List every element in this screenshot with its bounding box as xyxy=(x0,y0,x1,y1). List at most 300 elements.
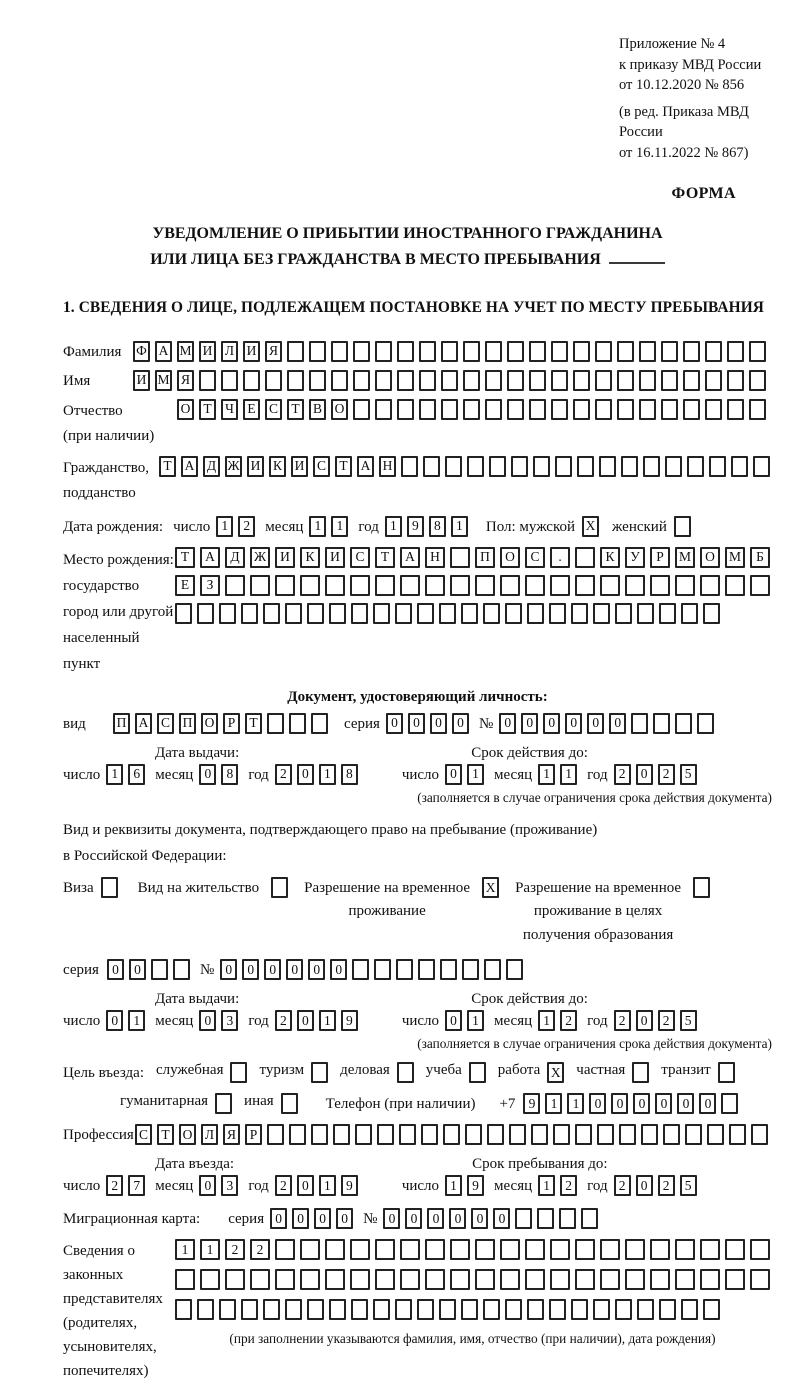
char-box[interactable] xyxy=(225,1269,245,1290)
char-box[interactable] xyxy=(311,1124,328,1145)
char-box[interactable]: Ф xyxy=(133,341,150,362)
char-box[interactable]: П xyxy=(113,713,130,734)
char-box[interactable] xyxy=(331,370,348,391)
char-box[interactable]: 1 xyxy=(331,516,348,537)
char-box[interactable] xyxy=(683,370,700,391)
char-box[interactable]: Р xyxy=(245,1124,262,1145)
char-box[interactable]: 2 xyxy=(275,1010,292,1031)
char-box[interactable]: 0 xyxy=(699,1093,716,1114)
char-box[interactable]: 1 xyxy=(560,764,577,785)
char-box[interactable] xyxy=(573,370,590,391)
char-box[interactable]: Т xyxy=(335,456,352,477)
char-box[interactable] xyxy=(617,399,634,420)
char-box[interactable]: 3 xyxy=(221,1010,238,1031)
char-box[interactable] xyxy=(267,1124,284,1145)
char-box[interactable]: 2 xyxy=(614,1175,631,1196)
char-box[interactable] xyxy=(703,1299,720,1320)
char-box[interactable]: 0 xyxy=(297,1010,314,1031)
char-box[interactable] xyxy=(353,399,370,420)
char-box[interactable] xyxy=(309,341,326,362)
char-box[interactable] xyxy=(595,399,612,420)
char-box[interactable] xyxy=(549,603,566,624)
char-box[interactable]: 2 xyxy=(658,1010,675,1031)
char-box[interactable]: О xyxy=(177,399,194,420)
char-box[interactable] xyxy=(551,399,568,420)
char-box[interactable] xyxy=(506,959,523,980)
char-box[interactable]: А xyxy=(181,456,198,477)
char-box[interactable]: 0 xyxy=(677,1093,694,1114)
char-box[interactable] xyxy=(725,575,745,596)
char-box[interactable]: С xyxy=(525,547,545,568)
char-box[interactable] xyxy=(705,399,722,420)
char-box[interactable] xyxy=(575,1124,592,1145)
char-box[interactable] xyxy=(423,456,440,477)
char-box[interactable]: Д xyxy=(225,547,245,568)
char-box[interactable] xyxy=(675,713,692,734)
char-box[interactable] xyxy=(325,1269,345,1290)
char-box[interactable]: 5 xyxy=(680,1175,697,1196)
char-box[interactable] xyxy=(687,456,704,477)
char-box[interactable] xyxy=(375,575,395,596)
char-box[interactable] xyxy=(375,370,392,391)
char-box[interactable] xyxy=(401,456,418,477)
char-box[interactable] xyxy=(749,370,766,391)
char-box[interactable] xyxy=(425,1269,445,1290)
char-box[interactable] xyxy=(725,1269,745,1290)
char-box[interactable] xyxy=(650,1269,670,1290)
char-box[interactable] xyxy=(462,959,479,980)
char-box[interactable]: 0 xyxy=(611,1093,628,1114)
char-box[interactable]: 0 xyxy=(521,713,538,734)
char-box[interactable]: Т xyxy=(287,399,304,420)
char-box[interactable] xyxy=(467,456,484,477)
char-box[interactable] xyxy=(551,370,568,391)
char-box[interactable]: 0 xyxy=(589,1093,606,1114)
char-box[interactable]: А xyxy=(357,456,374,477)
char-box[interactable] xyxy=(600,1239,620,1260)
char-box[interactable]: 0 xyxy=(336,1208,353,1229)
char-box[interactable] xyxy=(275,1239,295,1260)
char-box[interactable] xyxy=(307,603,324,624)
char-box[interactable]: 0 xyxy=(565,713,582,734)
char-box[interactable] xyxy=(475,575,495,596)
char-box[interactable] xyxy=(675,1269,695,1290)
char-box[interactable] xyxy=(575,547,595,568)
char-box[interactable] xyxy=(463,370,480,391)
char-box[interactable] xyxy=(483,603,500,624)
char-box[interactable]: Ж xyxy=(225,456,242,477)
char-box[interactable] xyxy=(463,341,480,362)
char-box[interactable]: 0 xyxy=(445,1010,462,1031)
char-box[interactable] xyxy=(749,341,766,362)
char-box[interactable]: И xyxy=(291,456,308,477)
char-box[interactable] xyxy=(289,1124,306,1145)
char-box[interactable] xyxy=(197,603,214,624)
char-box[interactable] xyxy=(529,370,546,391)
char-box[interactable] xyxy=(461,603,478,624)
char-box[interactable] xyxy=(445,456,462,477)
char-box[interactable] xyxy=(373,1299,390,1320)
char-box[interactable]: 0 xyxy=(129,959,146,980)
char-box[interactable]: 1 xyxy=(175,1239,195,1260)
char-box[interactable] xyxy=(639,370,656,391)
char-box[interactable]: К xyxy=(269,456,286,477)
char-box[interactable] xyxy=(750,1269,770,1290)
purpose-checkbox-inaya[interactable] xyxy=(281,1093,298,1114)
char-box[interactable]: 2 xyxy=(614,764,631,785)
char-box[interactable]: 8 xyxy=(429,516,446,537)
char-box[interactable] xyxy=(625,1239,645,1260)
char-box[interactable]: 1 xyxy=(467,1010,484,1031)
char-box[interactable]: 1 xyxy=(538,764,555,785)
char-box[interactable]: С xyxy=(350,547,370,568)
char-box[interactable]: И xyxy=(275,547,295,568)
char-box[interactable]: 1 xyxy=(567,1093,584,1114)
char-box[interactable]: И xyxy=(243,341,260,362)
char-box[interactable] xyxy=(751,1124,768,1145)
char-box[interactable] xyxy=(637,603,654,624)
char-box[interactable] xyxy=(419,370,436,391)
char-box[interactable] xyxy=(485,370,502,391)
char-box[interactable] xyxy=(685,1124,702,1145)
purpose-checkbox-delovaya[interactable] xyxy=(397,1062,414,1083)
char-box[interactable] xyxy=(243,370,260,391)
char-box[interactable] xyxy=(485,341,502,362)
char-box[interactable]: 7 xyxy=(128,1175,145,1196)
char-box[interactable] xyxy=(727,370,744,391)
char-box[interactable] xyxy=(439,603,456,624)
char-box[interactable]: А xyxy=(200,547,220,568)
char-box[interactable]: Т xyxy=(175,547,195,568)
char-box[interactable]: 2 xyxy=(106,1175,123,1196)
char-box[interactable]: 0 xyxy=(297,764,314,785)
char-box[interactable]: С xyxy=(265,399,282,420)
char-box[interactable]: Л xyxy=(221,341,238,362)
char-box[interactable] xyxy=(311,713,328,734)
char-box[interactable] xyxy=(417,1299,434,1320)
char-box[interactable]: О xyxy=(179,1124,196,1145)
char-box[interactable]: И xyxy=(133,370,150,391)
char-box[interactable]: 5 xyxy=(680,1010,697,1031)
char-box[interactable] xyxy=(700,1269,720,1290)
char-box[interactable]: З xyxy=(200,575,220,596)
char-box[interactable]: Н xyxy=(425,547,445,568)
char-box[interactable] xyxy=(483,1299,500,1320)
char-box[interactable]: 0 xyxy=(636,1175,653,1196)
char-box[interactable] xyxy=(661,341,678,362)
sex-male-checkbox[interactable]: X xyxy=(582,516,599,537)
char-box[interactable]: 1 xyxy=(200,1239,220,1260)
char-box[interactable] xyxy=(511,456,528,477)
char-box[interactable] xyxy=(515,1208,532,1229)
char-box[interactable]: Т xyxy=(157,1124,174,1145)
char-box[interactable]: 0 xyxy=(405,1208,422,1229)
char-box[interactable] xyxy=(639,399,656,420)
char-box[interactable] xyxy=(675,575,695,596)
purpose-checkbox-chastnaya[interactable] xyxy=(632,1062,649,1083)
temp-residence-edu-checkbox[interactable] xyxy=(693,877,710,898)
char-box[interactable]: . xyxy=(550,547,570,568)
char-box[interactable] xyxy=(661,399,678,420)
char-box[interactable] xyxy=(500,1269,520,1290)
char-box[interactable]: Е xyxy=(175,575,195,596)
char-box[interactable] xyxy=(550,1269,570,1290)
char-box[interactable] xyxy=(463,399,480,420)
char-box[interactable] xyxy=(375,1239,395,1260)
char-box[interactable]: П xyxy=(179,713,196,734)
char-box[interactable] xyxy=(307,1299,324,1320)
char-box[interactable]: 2 xyxy=(275,1175,292,1196)
char-box[interactable]: А xyxy=(400,547,420,568)
char-box[interactable] xyxy=(375,399,392,420)
char-box[interactable]: Н xyxy=(379,456,396,477)
char-box[interactable]: 1 xyxy=(319,1175,336,1196)
char-box[interactable] xyxy=(527,1299,544,1320)
char-box[interactable] xyxy=(475,1239,495,1260)
char-box[interactable]: 0 xyxy=(106,1010,123,1031)
char-box[interactable] xyxy=(505,1299,522,1320)
char-box[interactable] xyxy=(353,370,370,391)
char-box[interactable] xyxy=(533,456,550,477)
char-box[interactable]: 1 xyxy=(106,764,123,785)
char-box[interactable]: Д xyxy=(203,456,220,477)
char-box[interactable]: Я xyxy=(265,341,282,362)
char-box[interactable] xyxy=(509,1124,526,1145)
char-box[interactable] xyxy=(487,1124,504,1145)
residence-permit-checkbox[interactable] xyxy=(271,877,288,898)
char-box[interactable] xyxy=(753,456,770,477)
char-box[interactable] xyxy=(507,370,524,391)
char-box[interactable]: И xyxy=(325,547,345,568)
char-box[interactable]: 0 xyxy=(543,713,560,734)
char-box[interactable] xyxy=(650,1239,670,1260)
char-box[interactable] xyxy=(703,603,720,624)
char-box[interactable] xyxy=(397,399,414,420)
char-box[interactable] xyxy=(705,341,722,362)
char-box[interactable] xyxy=(351,603,368,624)
char-box[interactable]: 0 xyxy=(633,1093,650,1114)
char-box[interactable] xyxy=(625,1269,645,1290)
char-box[interactable]: 1 xyxy=(451,516,468,537)
char-box[interactable]: 0 xyxy=(286,959,303,980)
char-box[interactable]: 9 xyxy=(341,1010,358,1031)
char-box[interactable] xyxy=(571,1299,588,1320)
char-box[interactable] xyxy=(725,1239,745,1260)
char-box[interactable] xyxy=(241,1299,258,1320)
char-box[interactable] xyxy=(625,575,645,596)
char-box[interactable] xyxy=(619,1124,636,1145)
char-box[interactable] xyxy=(175,603,192,624)
char-box[interactable]: Р xyxy=(223,713,240,734)
char-box[interactable]: 0 xyxy=(655,1093,672,1114)
purpose-checkbox-rabota[interactable]: X xyxy=(547,1062,564,1083)
char-box[interactable] xyxy=(350,575,370,596)
char-box[interactable]: 1 xyxy=(467,764,484,785)
char-box[interactable]: 8 xyxy=(221,764,238,785)
char-box[interactable]: Л xyxy=(201,1124,218,1145)
char-box[interactable]: 9 xyxy=(341,1175,358,1196)
char-box[interactable] xyxy=(555,456,572,477)
char-box[interactable] xyxy=(197,1299,214,1320)
char-box[interactable] xyxy=(750,575,770,596)
char-box[interactable] xyxy=(550,575,570,596)
char-box[interactable] xyxy=(659,1299,676,1320)
char-box[interactable] xyxy=(597,1124,614,1145)
char-box[interactable] xyxy=(439,1299,456,1320)
char-box[interactable]: 3 xyxy=(221,1175,238,1196)
char-box[interactable] xyxy=(425,575,445,596)
char-box[interactable] xyxy=(421,1124,438,1145)
char-box[interactable] xyxy=(289,713,306,734)
char-box[interactable] xyxy=(595,341,612,362)
char-box[interactable]: 2 xyxy=(614,1010,631,1031)
char-box[interactable] xyxy=(418,959,435,980)
char-box[interactable] xyxy=(325,575,345,596)
char-box[interactable] xyxy=(639,341,656,362)
char-box[interactable] xyxy=(537,1208,554,1229)
char-box[interactable]: О xyxy=(201,713,218,734)
char-box[interactable]: О xyxy=(700,547,720,568)
char-box[interactable] xyxy=(275,1269,295,1290)
char-box[interactable]: 0 xyxy=(220,959,237,980)
char-box[interactable] xyxy=(400,1239,420,1260)
char-box[interactable] xyxy=(573,399,590,420)
char-box[interactable] xyxy=(615,1299,632,1320)
char-box[interactable] xyxy=(443,1124,460,1145)
char-box[interactable]: У xyxy=(625,547,645,568)
char-box[interactable]: О xyxy=(331,399,348,420)
char-box[interactable]: 0 xyxy=(449,1208,466,1229)
char-box[interactable] xyxy=(559,1208,576,1229)
char-box[interactable] xyxy=(573,341,590,362)
char-box[interactable] xyxy=(675,1239,695,1260)
char-box[interactable] xyxy=(707,1124,724,1145)
char-box[interactable]: 0 xyxy=(386,713,403,734)
char-box[interactable]: 0 xyxy=(270,1208,287,1229)
char-box[interactable] xyxy=(417,603,434,624)
char-box[interactable] xyxy=(175,1299,192,1320)
char-box[interactable]: Я xyxy=(223,1124,240,1145)
char-box[interactable]: 6 xyxy=(128,764,145,785)
char-box[interactable]: Ж xyxy=(250,547,270,568)
char-box[interactable] xyxy=(300,1269,320,1290)
char-box[interactable]: Ч xyxy=(221,399,238,420)
char-box[interactable] xyxy=(721,1093,738,1114)
char-box[interactable]: 0 xyxy=(383,1208,400,1229)
char-box[interactable] xyxy=(250,575,270,596)
char-box[interactable] xyxy=(175,1269,195,1290)
char-box[interactable] xyxy=(375,341,392,362)
char-box[interactable] xyxy=(650,575,670,596)
char-box[interactable]: 1 xyxy=(385,516,402,537)
char-box[interactable] xyxy=(425,1239,445,1260)
char-box[interactable] xyxy=(727,399,744,420)
char-box[interactable] xyxy=(525,1269,545,1290)
char-box[interactable] xyxy=(529,341,546,362)
char-box[interactable]: 0 xyxy=(297,1175,314,1196)
char-box[interactable] xyxy=(219,1299,236,1320)
char-box[interactable] xyxy=(593,603,610,624)
char-box[interactable]: 0 xyxy=(427,1208,444,1229)
char-box[interactable] xyxy=(450,575,470,596)
char-box[interactable]: 0 xyxy=(587,713,604,734)
char-box[interactable] xyxy=(749,399,766,420)
char-box[interactable] xyxy=(396,959,413,980)
char-box[interactable] xyxy=(729,1124,746,1145)
char-box[interactable] xyxy=(267,713,284,734)
char-box[interactable]: 0 xyxy=(107,959,124,980)
char-box[interactable]: 0 xyxy=(445,764,462,785)
char-box[interactable] xyxy=(705,370,722,391)
char-box[interactable] xyxy=(727,341,744,362)
char-box[interactable]: 0 xyxy=(636,764,653,785)
char-box[interactable]: 0 xyxy=(452,713,469,734)
char-box[interactable] xyxy=(531,1124,548,1145)
char-box[interactable] xyxy=(683,341,700,362)
char-box[interactable]: 0 xyxy=(242,959,259,980)
char-box[interactable] xyxy=(287,370,304,391)
char-box[interactable] xyxy=(285,1299,302,1320)
char-box[interactable] xyxy=(450,1239,470,1260)
char-box[interactable] xyxy=(352,959,369,980)
char-box[interactable]: 1 xyxy=(545,1093,562,1114)
char-box[interactable] xyxy=(287,341,304,362)
char-box[interactable]: 1 xyxy=(319,1010,336,1031)
char-box[interactable] xyxy=(250,1269,270,1290)
char-box[interactable] xyxy=(441,341,458,362)
char-box[interactable] xyxy=(484,959,501,980)
char-box[interactable] xyxy=(199,370,216,391)
char-box[interactable] xyxy=(353,341,370,362)
char-box[interactable] xyxy=(450,547,470,568)
char-box[interactable] xyxy=(350,1239,370,1260)
char-box[interactable]: 2 xyxy=(275,764,292,785)
char-box[interactable]: М xyxy=(177,341,194,362)
char-box[interactable] xyxy=(663,1124,680,1145)
char-box[interactable]: 2 xyxy=(225,1239,245,1260)
char-box[interactable] xyxy=(637,1299,654,1320)
char-box[interactable] xyxy=(325,1239,345,1260)
char-box[interactable] xyxy=(331,341,348,362)
char-box[interactable] xyxy=(575,575,595,596)
char-box[interactable]: А xyxy=(155,341,172,362)
char-box[interactable]: 9 xyxy=(467,1175,484,1196)
char-box[interactable] xyxy=(681,603,698,624)
char-box[interactable]: 0 xyxy=(199,1175,216,1196)
char-box[interactable] xyxy=(475,1269,495,1290)
char-box[interactable] xyxy=(643,456,660,477)
char-box[interactable]: 9 xyxy=(407,516,424,537)
char-box[interactable]: Т xyxy=(245,713,262,734)
char-box[interactable] xyxy=(615,603,632,624)
char-box[interactable] xyxy=(750,1239,770,1260)
char-box[interactable] xyxy=(351,1299,368,1320)
char-box[interactable] xyxy=(553,1124,570,1145)
char-box[interactable]: 1 xyxy=(538,1010,555,1031)
char-box[interactable] xyxy=(617,370,634,391)
char-box[interactable] xyxy=(681,1299,698,1320)
char-box[interactable] xyxy=(697,713,714,734)
char-box[interactable] xyxy=(550,1239,570,1260)
char-box[interactable] xyxy=(525,575,545,596)
char-box[interactable]: М xyxy=(725,547,745,568)
char-box[interactable] xyxy=(683,399,700,420)
char-box[interactable]: О xyxy=(500,547,520,568)
char-box[interactable] xyxy=(377,1124,394,1145)
char-box[interactable] xyxy=(709,456,726,477)
char-box[interactable]: 0 xyxy=(499,713,516,734)
char-box[interactable]: 8 xyxy=(341,764,358,785)
